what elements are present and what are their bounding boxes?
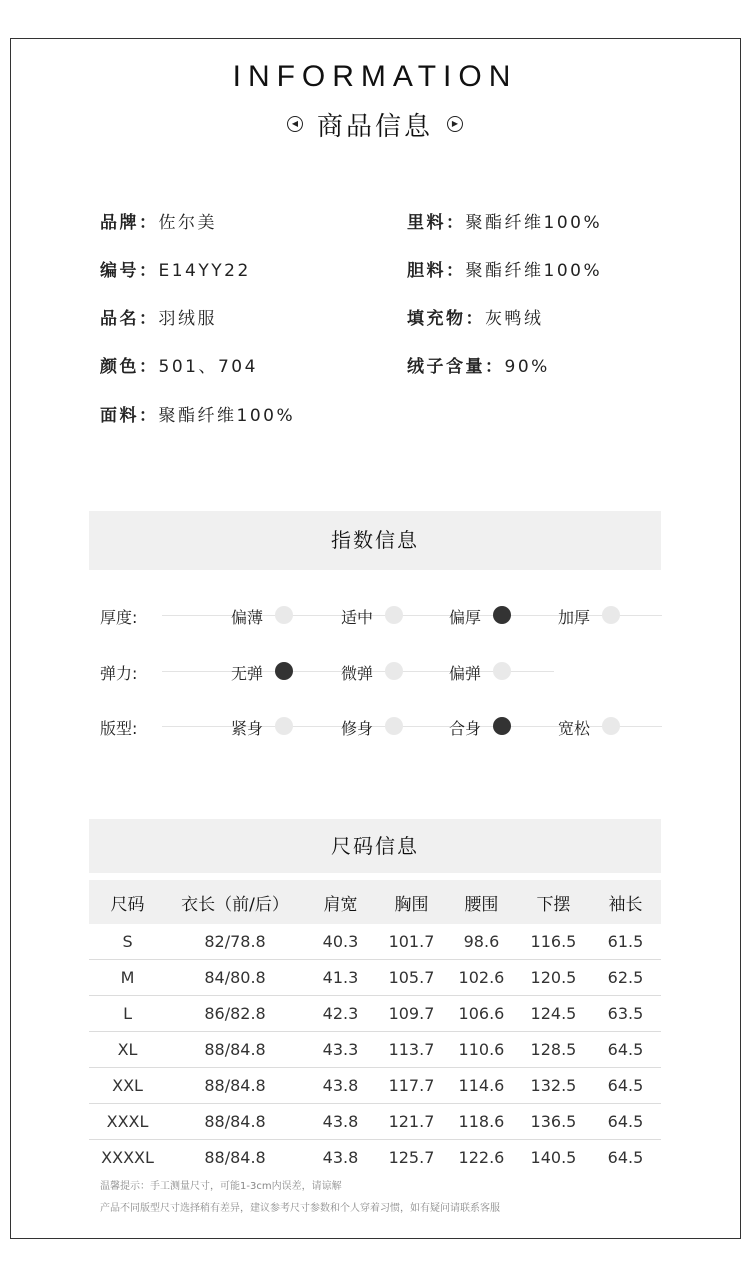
table-cell: 86/82.8 bbox=[166, 996, 304, 1032]
index-dot bbox=[385, 662, 403, 680]
info-value: 羽绒服 bbox=[158, 309, 217, 329]
index-dot bbox=[385, 606, 403, 624]
info-lining bbox=[407, 208, 602, 233]
circle-right-arrow-icon: ▶ bbox=[447, 116, 463, 132]
table-cell: 116.5 bbox=[517, 924, 590, 960]
table-cell: 105.7 bbox=[377, 960, 446, 996]
info-key: 颜色： bbox=[100, 357, 159, 377]
table-cell: 88/84.8 bbox=[166, 1068, 304, 1104]
table-row bbox=[89, 1104, 661, 1140]
info-fabric bbox=[100, 401, 295, 426]
column-header: 下摆 bbox=[517, 880, 590, 924]
info-down-content bbox=[407, 352, 550, 377]
table-cell: M bbox=[89, 960, 166, 996]
table-cell: XXXL bbox=[89, 1104, 166, 1140]
table-cell: 88/84.8 bbox=[204, 1148, 266, 1167]
size-table bbox=[89, 880, 661, 1175]
index-dot-selected bbox=[493, 606, 511, 624]
column-header: 袖长 bbox=[590, 880, 661, 924]
index-dot bbox=[275, 606, 293, 624]
table-cell: XXXXL bbox=[101, 1148, 154, 1167]
info-value: 佐尔美 bbox=[158, 213, 217, 233]
info-key: 胆料： bbox=[407, 261, 466, 281]
index-option: 合身 bbox=[449, 719, 482, 738]
page-title-en: INFORMATION bbox=[232, 60, 518, 93]
page-title-row bbox=[0, 104, 750, 144]
table-cell: 118.6 bbox=[446, 1104, 517, 1140]
table-cell: 117.7 bbox=[377, 1068, 446, 1104]
index-label-elasticity: 弹力: bbox=[100, 664, 138, 683]
info-liner bbox=[407, 256, 602, 281]
index-label-thickness: 厚度: bbox=[100, 608, 138, 627]
index-option: 微弹 bbox=[341, 664, 374, 683]
table-cell: 132.5 bbox=[517, 1068, 590, 1104]
table-cell: 64.5 bbox=[590, 1032, 661, 1068]
table-cell: 128.5 bbox=[517, 1032, 590, 1068]
index-option: 宽松 bbox=[558, 719, 591, 738]
index-dot bbox=[493, 662, 511, 680]
table-cell: 98.6 bbox=[446, 924, 517, 960]
table-row bbox=[89, 1140, 661, 1176]
table-cell: 140.5 bbox=[530, 1148, 577, 1167]
size-table-header-row bbox=[89, 880, 661, 924]
info-key: 绒子含量： bbox=[407, 357, 505, 377]
table-cell: 114.6 bbox=[446, 1068, 517, 1104]
info-brand bbox=[100, 208, 217, 233]
index-dot bbox=[275, 717, 293, 735]
index-option: 偏厚 bbox=[449, 608, 482, 627]
index-label-fit: 版型: bbox=[100, 719, 138, 738]
info-key: 编号： bbox=[100, 261, 159, 281]
table-cell: 113.7 bbox=[377, 1032, 446, 1068]
index-option: 修身 bbox=[341, 719, 374, 738]
size-info-header: 尺码信息 bbox=[89, 819, 661, 873]
index-dot bbox=[602, 717, 620, 735]
info-value: 灰鸭绒 bbox=[485, 309, 544, 329]
info-key: 面料： bbox=[100, 406, 159, 426]
index-info-header: 指数信息 bbox=[89, 511, 661, 570]
index-option: 偏薄 bbox=[231, 608, 264, 627]
info-value: 聚酯纤维100% bbox=[465, 261, 603, 281]
info-key: 品名： bbox=[100, 309, 159, 329]
circle-left-arrow-icon: ◀ bbox=[287, 116, 303, 132]
column-header: 尺码 bbox=[89, 880, 166, 924]
table-row bbox=[89, 960, 661, 996]
index-option: 偏弹 bbox=[449, 664, 482, 683]
column-header: 胸围 bbox=[377, 880, 446, 924]
table-cell: 82/78.8 bbox=[166, 924, 304, 960]
info-product-name bbox=[100, 304, 217, 329]
table-cell: 88/84.8 bbox=[166, 1104, 304, 1140]
table-cell: 121.7 bbox=[377, 1104, 446, 1140]
index-dot-selected bbox=[493, 717, 511, 735]
column-header: 衣长（前/后） bbox=[166, 880, 304, 924]
column-header: 肩宽 bbox=[304, 880, 377, 924]
table-cell: 122.6 bbox=[458, 1148, 505, 1167]
table-cell: S bbox=[89, 924, 166, 960]
table-cell: 61.5 bbox=[590, 924, 661, 960]
table-cell: 101.7 bbox=[377, 924, 446, 960]
index-option: 无弹 bbox=[231, 664, 264, 683]
table-row bbox=[89, 996, 661, 1032]
index-option: 适中 bbox=[341, 608, 374, 627]
info-code bbox=[100, 256, 251, 281]
table-cell: 43.3 bbox=[304, 1032, 377, 1068]
table-cell: 88/84.8 bbox=[166, 1032, 304, 1068]
info-value: 聚酯纤维100% bbox=[465, 213, 603, 233]
table-cell: 42.3 bbox=[304, 996, 377, 1032]
table-row bbox=[89, 1068, 661, 1104]
index-dot-selected bbox=[275, 662, 293, 680]
info-key: 品牌： bbox=[100, 213, 159, 233]
info-key: 填充物： bbox=[407, 309, 485, 329]
info-value: 90% bbox=[504, 357, 550, 377]
table-cell: 64.5 bbox=[590, 1104, 661, 1140]
table-cell: 124.5 bbox=[517, 996, 590, 1032]
index-dot bbox=[385, 717, 403, 735]
table-cell: 125.7 bbox=[388, 1148, 435, 1167]
info-value: E14YY22 bbox=[158, 261, 251, 281]
column-header: 腰围 bbox=[446, 880, 517, 924]
info-color bbox=[100, 352, 258, 377]
table-cell: 102.6 bbox=[446, 960, 517, 996]
table-cell: 43.8 bbox=[304, 1068, 377, 1104]
table-cell: XXL bbox=[89, 1068, 166, 1104]
table-cell: 64.5 bbox=[590, 1068, 661, 1104]
table-cell: 64.5 bbox=[607, 1148, 644, 1167]
table-cell: 110.6 bbox=[446, 1032, 517, 1068]
table-cell: XL bbox=[89, 1032, 166, 1068]
table-cell: 40.3 bbox=[304, 924, 377, 960]
size-note-2: 产品不同版型尺寸选择稍有差异，建议参考尺寸参数和个人穿着习惯，如有疑问请联系客服 bbox=[100, 1203, 500, 1214]
size-table-body bbox=[89, 924, 661, 1175]
table-cell: 43.8 bbox=[304, 1104, 377, 1140]
table-cell: 120.5 bbox=[517, 960, 590, 996]
index-option: 紧身 bbox=[231, 719, 264, 738]
page-title-cn: 商品信息 bbox=[316, 111, 433, 142]
table-row bbox=[89, 924, 661, 960]
table-cell: 43.8 bbox=[322, 1148, 359, 1167]
table-cell: L bbox=[89, 996, 166, 1032]
size-note-1: 温馨提示：手工测量尺寸，可能1-3cm内误差，请谅解 bbox=[100, 1181, 342, 1192]
table-cell: 106.6 bbox=[446, 996, 517, 1032]
info-key: 里料： bbox=[407, 213, 466, 233]
table-row bbox=[89, 1032, 661, 1068]
table-cell: 62.5 bbox=[590, 960, 661, 996]
table-cell: 41.3 bbox=[304, 960, 377, 996]
info-filling bbox=[407, 304, 544, 329]
index-option: 加厚 bbox=[558, 608, 591, 627]
table-cell: 109.7 bbox=[377, 996, 446, 1032]
table-cell: 84/80.8 bbox=[166, 960, 304, 996]
info-value: 501、704 bbox=[158, 357, 258, 377]
index-dot bbox=[602, 606, 620, 624]
info-value: 聚酯纤维100% bbox=[158, 406, 296, 426]
table-cell: 136.5 bbox=[517, 1104, 590, 1140]
table-cell: 63.5 bbox=[590, 996, 661, 1032]
